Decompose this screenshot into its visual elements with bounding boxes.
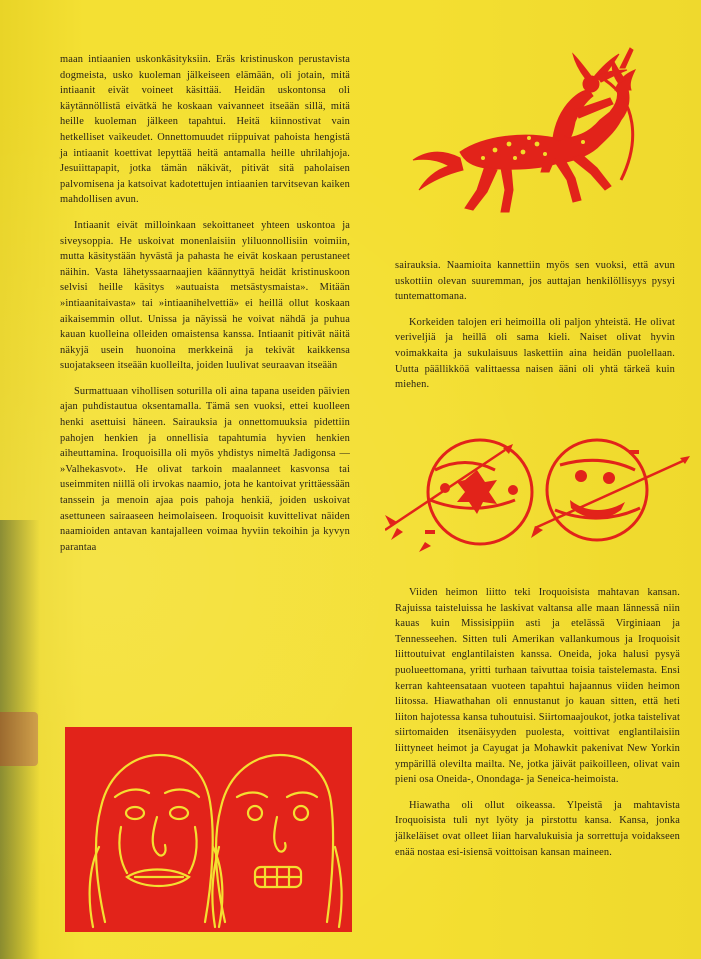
binding-tab — [0, 712, 38, 766]
false-face-masks-illustration — [65, 727, 352, 932]
masks-drawing — [65, 727, 352, 932]
right-column-bottom — [395, 585, 680, 870]
paragraph: Intiaanit eivät milloinkaan sekoittaneet yhteen uskontoa ja siveysoppia. He uskoivat monenlaisiin yliluonnollisiin voimiin, mutta käsitystään hyvästä ja pahasta he eivät koskaan perustaneet näihin. Vasta lähetyssaarnaajien käännyttyä heidät kristinuskoon selvisi heille käsitys »autuaista metsästysmaista». Mitään »intiaanitaivasta» tai »intiaanihelvettiä» ei heillä ollut koskaan aikaisemmin ollut. Unissa ja näyissä he voivat nähdä ja puhua kauan kuolleina olleiden omaistensa kanssa. Intiaanit pitivät näitä näkyjä usein huonoina merkkeinä ja tekivät kaikkensa suojatakseen itseään kuolleilta, joiden luulivat seuraavan itseään — [60, 219, 350, 372]
paragraph: Surmattuaan vihollisen soturilla oli aina tapana useiden päivien ajan puhdistautua oksentamalla. Tämä sen vuoksi, ettei kuolleen henki asettuisi häneen. Sairauksia ja onnettomuuksia pidettiin pahojen henkien ja onnellisia tapahtumia hyvien henkien aiheuttamina. Iroquoisilla oli myös yhdistys nimeltä Jadigonsa — »Valhekasvot». He olivat tarkoin maalanneet kasvonsa tai useimmiten niillä oli irvokas naamio, jota he kantoivat yrittäessään tanssein ja menoin ajaa pois pahoja henkiä, joiden uskoivat asettuneen sairaaseen heimolaiseen. Iroquoisit kuvittelivat näiden naamioiden antavan kantajalleen voimaa hyviin tekoihin ja kyvyn parantaa — [60, 385, 350, 553]
right-column-top — [395, 258, 675, 403]
paragraph: Viiden heimon liitto teki Iroquoisista mahtavan kansan. Rajuissa taisteluissa he laskivat valtansa alle maan lännessä niin kauas kuin Missisippiin asti ja etelässä Virginiaan ja Tennesseehen. Sitten tuli Amerikan vallankumous ja Iroquoisit liittoutuivat englantilaisten kanssa. Oneida, joka halusi pysyä puolueettomana, yritti turhaan taivuttaa toisia taistelemasta. Ensi kerran kahteensataan vuoteen tapahtui hajaannus viiden heimon liitossa. Hiawathahan oli ennustanut jo kauan sitten, että heti liiton hajotessa kansa tuhoutuisi. Siirtomaajoukot, jotka taistelivat siirtomaiden itsenäisyyden puolesta, voittivat englantilaisiin liittyneet heimot ja Cayugat ja Mohawkit pakenivat New Yorkin ympärillä olevilta mailta. Ne, jotka jäivät paikoilleen, olivat vain pieni osa Oneida-, Onondaga- ja Seneica-heimoista. — [395, 587, 680, 786]
paragraph: maan intiaanien uskonkäsityksiin. Eräs kristinuskon perustavista dogmeista, usko kuoleman jälkeiseen elämään, oli jotain, mitä intiaanit eivät voineet käsittää. Heidän uskontonsa oli käytännöllistä eivätkä he koskaan vaivanneet itseään sillä, mitä heille kuoleman jälkeen tapahtui. Heitä kiinnostivat vain hetkelliset vaikeudet. Onnettomuudet riippuivat pahoista hengistä ja intiaanit koettivat lepyttää heitä antamalla heille uhrilahjoja. Jesuiittapapit, jotka tämän näkivät, pitivät sitä paholaisen palvomisena ja katsoivat kadotettujen intiaanien tarvitsevan kaiken mahdollisen avun. — [60, 54, 350, 206]
war-shields-illustration — [385, 430, 690, 555]
paragraph: Korkeiden talojen eri heimoilla oli paljon yhteistä. He olivat veriveljiä ja heillä oli sama kieli. Naiset olivat hyvin voimakkaita ja sukulaisuus laskettiin aina heidän puolellaan. Uutta päällikköä valittaessa naisen ääni oli yhtä tärkeä kuin miehen. — [395, 316, 675, 391]
paragraph: Hiawatha oli ollut oikeassa. Ylpeistä ja mahtavista Iroquoisista tuli nyt lyöty ja pirstottu kansa. Kansa, jonka jälkeläiset ovat olleet liian harvalukuisia ja sorrettuja voidakseen enää nostaa esi-isiensä voittoisan kansan maineen. — [395, 799, 680, 858]
paragraph: sairauksia. Naamioita kannettiin myös sen vuoksi, että avun uskottiin olevan suuremman, jos auttajan henkilöllisyys pysyi tuntemattomana. — [395, 260, 675, 303]
deer-rider-illustration — [405, 40, 655, 225]
left-column — [60, 52, 350, 565]
